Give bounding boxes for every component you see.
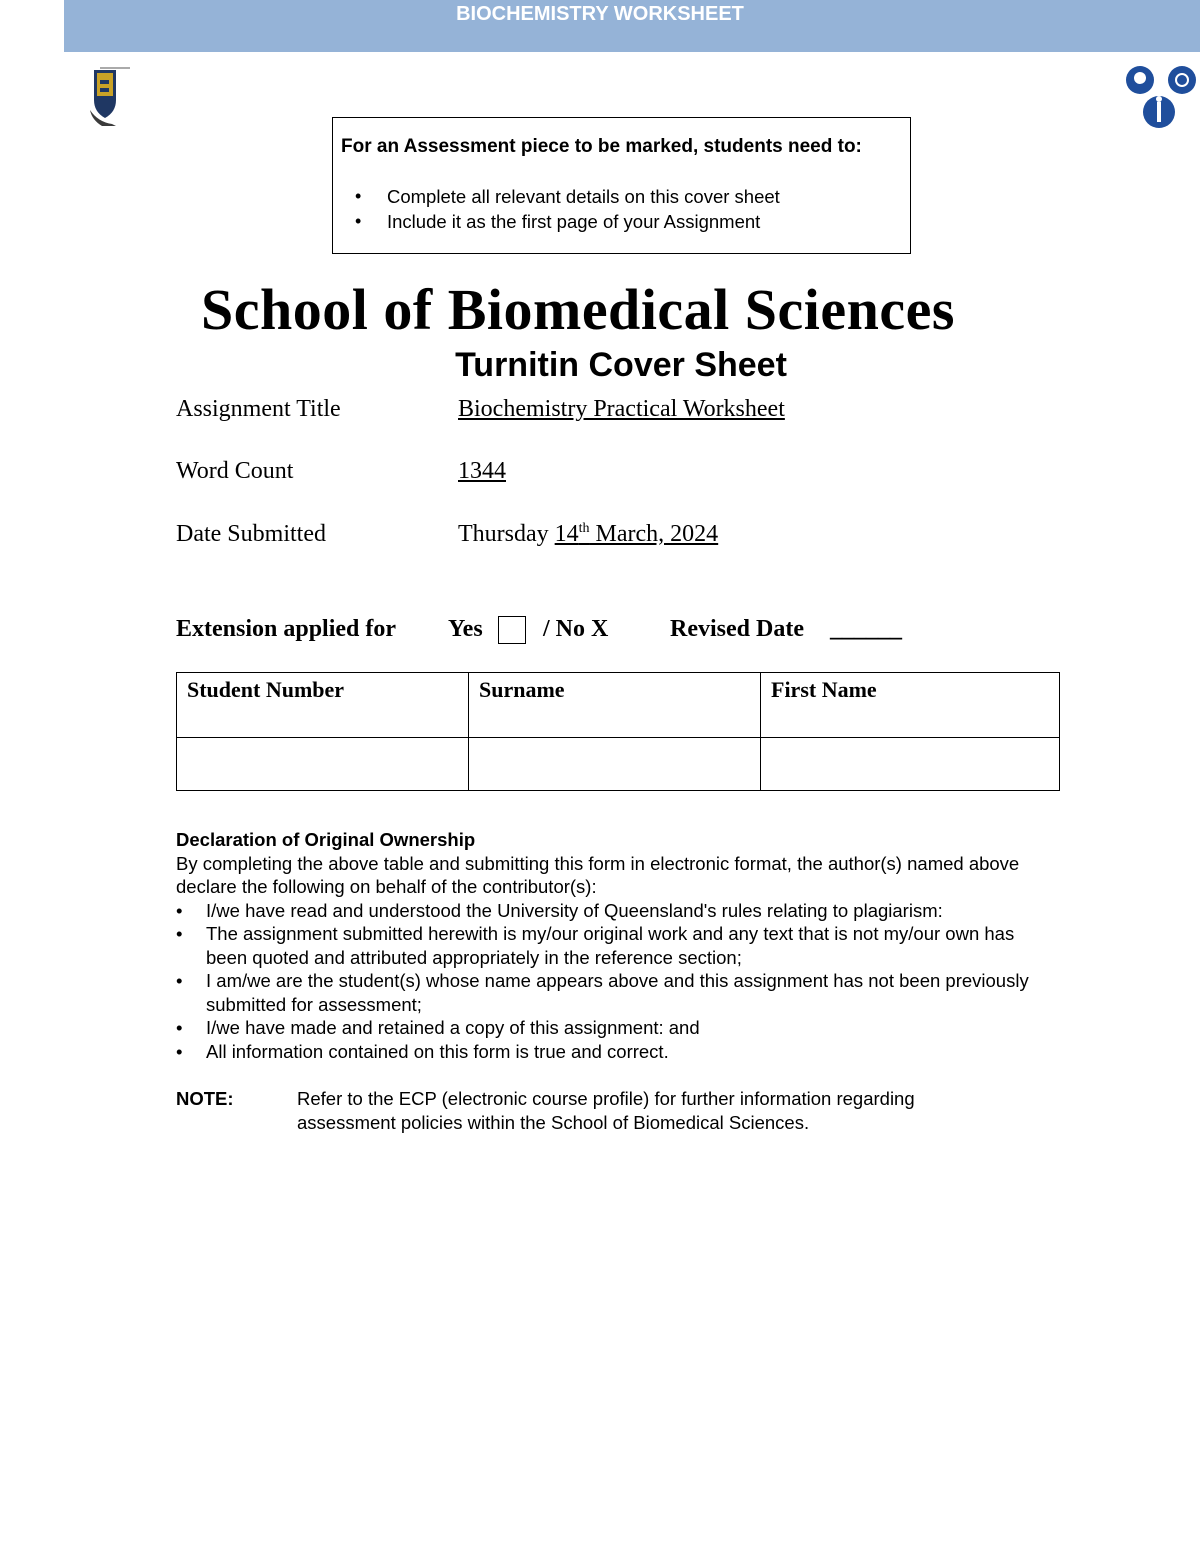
date-suffix: th: [578, 521, 590, 536]
extension-label: Extension applied for: [176, 616, 397, 642]
note-label: NOTE:: [176, 1088, 234, 1109]
extension-yes-checkbox[interactable]: [498, 616, 526, 644]
word-count-value: 1344: [458, 458, 506, 484]
table-header-row: [177, 673, 1060, 738]
assignment-title-label: Assignment Title: [176, 396, 341, 422]
declaration-intro: By completing the above table and submitting this form in electronic format, the author(s) named above declare the following on behalf of the contributor(s):: [176, 852, 1020, 897]
student-details-table: [176, 672, 1060, 791]
revised-date-label: Revised Date: [670, 616, 804, 642]
header-surname: Surname: [469, 673, 761, 738]
declaration-section: [176, 828, 1056, 1063]
extension-no-label: / No X: [543, 616, 609, 642]
list-item: • I/we have made and retained a copy of this assignment: and: [176, 1016, 1056, 1040]
list-item: • The assignment submitted herewith is my/our original work and any text that is not my/our own has been quoted and attributed appropriately in the reference section;: [176, 922, 1056, 969]
sheet-title: Turnitin Cover Sheet: [455, 346, 787, 384]
school-name: School of Biomedical Sciences: [201, 277, 955, 342]
note-text: Refer to the ECP (electronic course profile) for further information regarding assessment policies within the School of Biomedical Sciences.: [297, 1088, 915, 1133]
declaration-list: [176, 899, 1056, 1064]
list-item: • I/we have read and understood the University of Queensland's rules relating to plagiarism:: [176, 899, 1056, 923]
date-month-year: March, 2024: [589, 521, 719, 547]
uq-crest-logo: [86, 66, 134, 128]
declaration-heading: Declaration of Original Ownership: [176, 829, 476, 850]
extension-yes-label: Yes: [448, 616, 483, 642]
date-day: Thursday: [458, 521, 549, 547]
notice-list: [355, 184, 780, 234]
header-student-number: Student Number: [177, 673, 469, 738]
word-count-label: Word Count: [176, 458, 294, 484]
list-item: • All information contained on this form is true and correct.: [176, 1040, 1056, 1064]
date-submitted-label: Date Submitted: [176, 521, 326, 547]
header-first-name: First Name: [761, 673, 1060, 738]
first-name-cell[interactable]: [761, 738, 1060, 791]
assignment-title-value: Biochemistry Practical Worksheet: [458, 396, 785, 422]
student-number-cell[interactable]: [177, 738, 469, 791]
header-title: BIOCHEMISTRY WORKSHEET: [456, 3, 744, 25]
notice-item: • Complete all relevant details on this cover sheet: [355, 184, 780, 209]
surname-cell[interactable]: [469, 738, 761, 791]
date-submitted-value: [458, 521, 718, 548]
date-rest: [555, 521, 719, 547]
assessment-notice-box: [332, 117, 911, 254]
notice-item: • Include it as the first page of your Assignment: [355, 209, 780, 234]
notice-heading: For an Assessment piece to be marked, students need to:: [341, 136, 862, 157]
table-row: [177, 738, 1060, 791]
biomedical-sciences-logo: [1122, 62, 1200, 132]
list-item: • I am/we are the student(s) whose name appears above and this assignment has not been previously submitted for assessment;: [176, 969, 1056, 1016]
revised-date-blank[interactable]: ______: [830, 616, 902, 642]
date-number: 14: [554, 521, 579, 547]
